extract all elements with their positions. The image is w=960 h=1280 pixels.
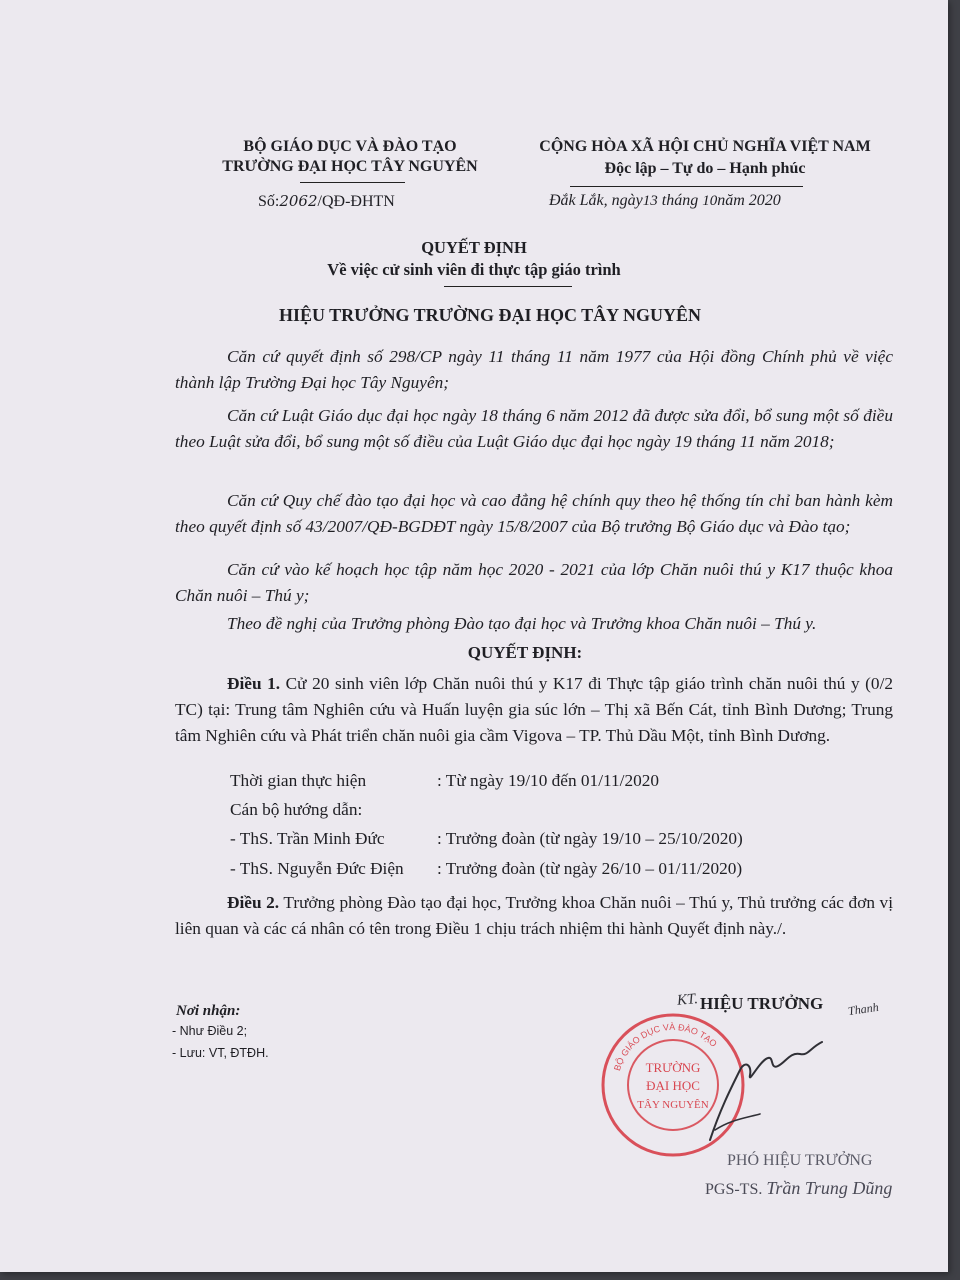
country-name: CỘNG HÒA XÃ HỘI CHỦ NGHĨA VIỆT NAM [539,138,871,155]
recipient-item-1: - Như Điều 2; [172,1024,248,1038]
initial-scribble: Thanh [847,999,880,1019]
article-2 [175,890,893,942]
number-prefix: Số: [258,193,280,210]
country-motto: Độc lập – Tự do – Hạnh phúc [604,160,806,177]
article-1 [175,671,893,749]
day-handwritten: 13 [642,193,658,209]
document-number [258,192,395,211]
seal-line-3: TÂY NGUYÊN [637,1099,709,1111]
supervisor-1-role: : Trưởng đoàn (từ ngày 19/10 – 25/10/2020) [437,829,743,848]
ministry-name: BỘ GIÁO DỤC VÀ ĐÀO TẠO [243,138,457,155]
signer-name: Trần Trung Dũng [766,1178,893,1198]
article-1-text: Cử 20 sinh viên lớp Chăn nuôi thú y K17 đi Thực tập giáo trình chăn nuôi thú y (0/2 TC) tại: Trung tâm Nghiên cứu và Huấn luyện gia súc lớn – Thị xã Bến Cát, tỉnh Bình Dương; Trung tâm Nghiên cứu và Phát triển chăn nuôi gia cầm Vigova – TP. Thủ Dầu Một, tỉnh Bình Dương. [175,674,894,745]
recipient-item-2: - Lưu: VT, ĐTĐH. [172,1046,269,1060]
place-date: Đắk Lắk, ngày13 tháng 10năm 2020 [549,192,781,209]
basis-paragraph-4: Căn cứ vào kế hoạch học tập năm học 2020 - 2021 của lớp Chăn nuôi thú y K17 thuộc khoa Chăn nuôi – Thú y; [175,560,893,605]
basis-paragraph-2: Căn cứ Luật Giáo dục đại học ngày 18 tháng 6 năm 2012 đã được sửa đổi, bổ sung một số điều theo Luật sửa đổi, bổ sung một số điều của Luật Giáo dục đại học ngày 19 tháng 11 năm 2018; [175,406,893,451]
signature-scribble-icon [690,1030,840,1150]
subject-underline [444,286,572,287]
header-underline-left [300,182,405,183]
month-handwritten: 10 [702,193,718,209]
signer [705,1178,892,1199]
article-2-text: Trưởng phòng Đào tạo đại học, Trưởng khoa Chăn nuôi – Thú y, Thủ trưởng các đơn vị liên quan và các cá nhân có tên trong Điều 1 chịu trách nhiệm thi hành Quyết định này./. [175,893,894,938]
supervisors-label: Cán bộ hướng dẫn: [230,800,363,819]
number-handwritten: 2062 [279,192,318,210]
seal-line-2: ĐẠI HỌC [646,1078,700,1093]
document-subject: Về việc cử sinh viên đi thực tập giáo trình [327,260,621,279]
number-suffix: /QĐ-ĐHTN [317,193,395,210]
signer-prefix: PGS-TS. [705,1181,763,1198]
basis-paragraph-5: Theo đề nghị của Trưởng phòng Đào tạo đại học và Trưởng khoa Chăn nuôi – Thú y. [227,614,817,633]
header-underline-right [570,186,803,187]
basis-paragraph-1: Căn cứ quyết định số 298/CP ngày 11 tháng 11 năm 1977 của Hội đồng Chính phủ về việc thành lập Trường Đại học Tây Nguyên; [175,347,893,392]
university-name: TRƯỜNG ĐẠI HỌC TÂY NGUYÊN [222,158,478,175]
time-value: : Từ ngày 19/10 đến 01/11/2020 [437,771,660,790]
kt-prefix-handwritten: KT. [676,991,699,1009]
issuing-authority: HIỆU TRƯỞNG TRƯỜNG ĐẠI HỌC TÂY NGUYÊN [278,305,702,325]
seal-top-text: BỘ GIÁO DỤC VÀ ĐÀO TẠO [612,1021,719,1072]
supervisor-2-name: - ThS. Nguyễn Đức Điện [230,859,404,878]
supervisor-2-role: : Trưởng đoàn (từ ngày 26/10 – 01/11/2020) [437,859,743,878]
article-2-label: Điều 2. [227,893,280,912]
seal-line-1: TRƯỜNG [645,1060,701,1075]
article-1-label: Điều 1. [227,674,281,693]
decision-heading: QUYẾT ĐỊNH: [467,643,583,662]
basis-paragraph-3: Căn cứ Quy chế đào tạo đại học và cao đẳng hệ chính quy theo hệ thống tín chỉ ban hành kèm theo quyết định số 43/2007/QĐ-BGDĐT ngày 15/8/2007 của Bộ trưởng Bộ Giáo dục và Đào tạo; [175,491,893,536]
supervisor-1-name: - ThS. Trần Minh Đức [230,829,385,848]
signature-title: HIỆU TRƯỞNG [700,994,824,1013]
recipients-heading: Nơi nhận: [176,1003,241,1019]
document-title: QUYẾT ĐỊNH [421,238,527,257]
deputy-title: PHÓ HIỆU TRƯỞNG [727,1152,873,1169]
time-label: Thời gian thực hiện [230,771,367,790]
